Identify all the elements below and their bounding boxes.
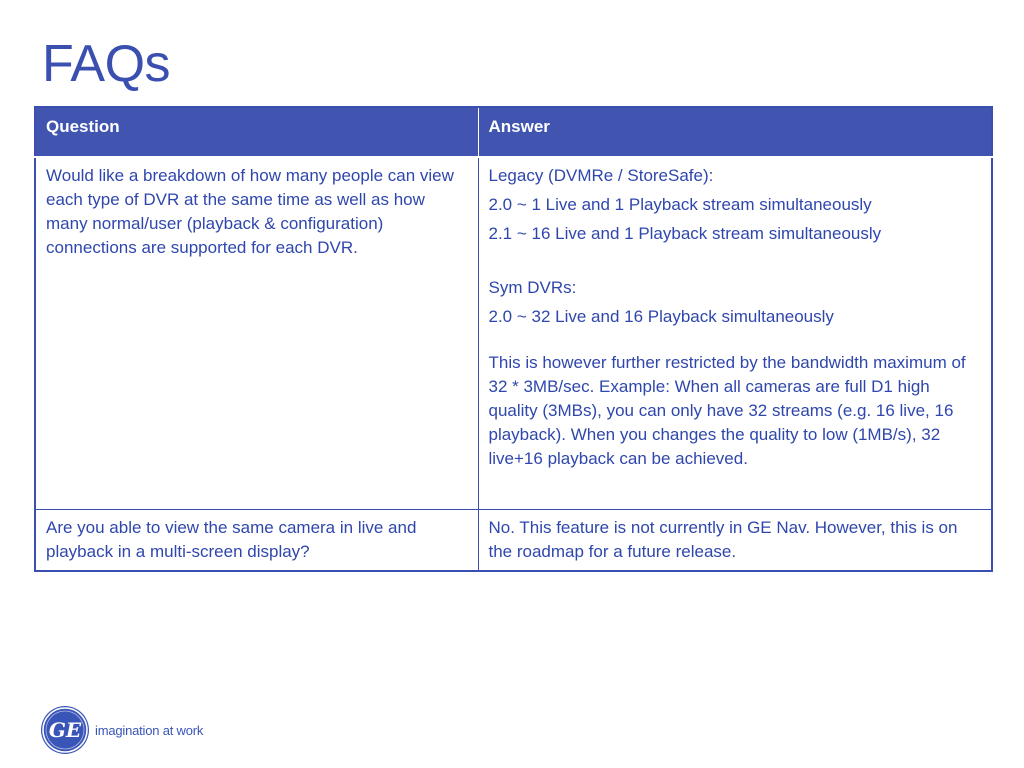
page-title: FAQs — [42, 35, 171, 93]
answer-legacy-title: Legacy (DVMRe / StoreSafe): — [488, 166, 714, 185]
answer-cell: No. This feature is not currently in GE Nav. However, this is on the roadmap for a future release. — [478, 509, 992, 571]
answer-cell — [478, 157, 992, 509]
ge-logo-text: GE — [48, 718, 82, 742]
answer-legacy-line: 2.1 ~ 16 Live and 1 Playback stream simultaneously — [488, 224, 882, 243]
faq-table — [34, 106, 993, 572]
ge-monogram-icon — [41, 706, 89, 754]
table-row — [35, 157, 992, 509]
answer-note: This is however further restricted by the bandwidth maximum of 32 * 3MB/sec. Example: When all cameras are full D1 high quality (3MBs), you can only have 32 streams (e.g. 16 live, 16 playback). When you changes the quality to low (1MB/s), 32 live+16 playback can be achieved. — [488, 353, 966, 468]
answer-legacy-line: 2.0 ~ 1 Live and 1 Playback stream simultaneously — [488, 195, 872, 214]
footer-branding — [41, 706, 203, 754]
table-header-row — [35, 107, 992, 157]
answer-sym-title: Sym DVRs: — [488, 278, 577, 297]
column-header-answer: Answer — [478, 107, 992, 157]
ge-logo-icon — [41, 706, 89, 754]
question-cell: Are you able to view the same camera in live and playback in a multi-screen display? — [35, 509, 478, 571]
footer-tagline: imagination at work — [95, 722, 204, 738]
question-cell: Would like a breakdown of how many people can view each type of DVR at the same time as well as how many normal/user (playback & configuration) connections are supported for each DVR. — [35, 157, 478, 509]
table-row — [35, 509, 992, 571]
answer-sym-line: 2.0 ~ 32 Live and 16 Playback simultaneously — [488, 307, 834, 326]
column-header-question: Question — [35, 107, 478, 157]
